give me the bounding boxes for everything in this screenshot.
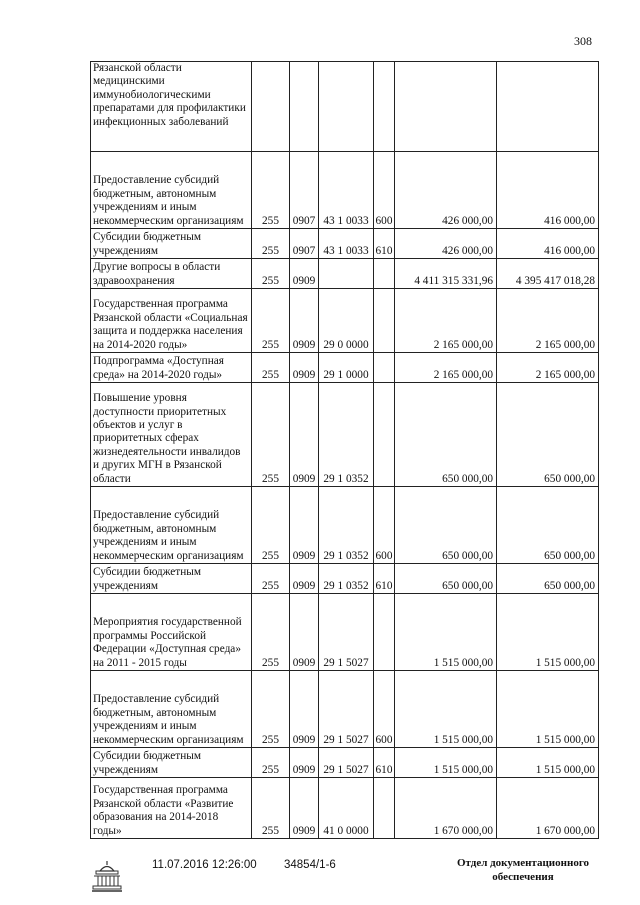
table-row bbox=[91, 748, 599, 778]
row-name-text: Повышение уровня доступности приоритетных объектов и услуг в приоритетных сферах жизнедеятельности инвалидов и других МГН в Рязанской области bbox=[93, 392, 241, 485]
row-expense-type-cell: 610 bbox=[374, 748, 395, 778]
duma-building-emblem-icon bbox=[90, 858, 124, 894]
row-plan-amount-cell: 426 000,00 bbox=[395, 229, 497, 259]
row-section-cell: 0909 bbox=[290, 289, 319, 353]
row-name-text: Субсидии бюджетным учреждениям bbox=[93, 750, 201, 776]
row-plan-amount-cell: 1 515 000,00 bbox=[395, 594, 497, 671]
row-plan-amount-cell: 1 515 000,00 bbox=[395, 671, 497, 748]
row-name-text: Государственная программа Рязанской области «Развитие образования на 2014-2018 годы» bbox=[93, 784, 234, 837]
footer-department-line-2: обеспечения bbox=[492, 871, 554, 883]
row-target-code-cell bbox=[319, 62, 374, 152]
row-actual-amount-cell: 1 670 000,00 bbox=[497, 778, 599, 839]
row-name-cell bbox=[91, 353, 252, 383]
row-code-cell: 255 bbox=[252, 594, 290, 671]
row-expense-type-cell: 600 bbox=[374, 487, 395, 564]
row-target-code-cell: 29 1 0352 bbox=[319, 487, 374, 564]
row-section-cell bbox=[290, 62, 319, 152]
row-section-cell: 0909 bbox=[290, 594, 319, 671]
table-row bbox=[91, 564, 599, 594]
row-expense-type-cell bbox=[374, 778, 395, 839]
table-row bbox=[91, 671, 599, 748]
row-name-cell bbox=[91, 748, 252, 778]
row-target-code-cell: 29 1 5027 bbox=[319, 671, 374, 748]
budget-table bbox=[90, 61, 599, 839]
row-name-cell bbox=[91, 594, 252, 671]
row-name-cell bbox=[91, 152, 252, 229]
table-row bbox=[91, 487, 599, 564]
page-number: 308 bbox=[574, 34, 592, 48]
row-name-text: Подпрограмма «Доступная среда» на 2014-2020 годы» bbox=[93, 355, 224, 381]
row-target-code-cell: 29 1 0352 bbox=[319, 383, 374, 487]
row-name-cell bbox=[91, 383, 252, 487]
row-expense-type-cell bbox=[374, 259, 395, 289]
row-name-cell bbox=[91, 487, 252, 564]
row-actual-amount-cell: 416 000,00 bbox=[497, 229, 599, 259]
row-name-cell bbox=[91, 229, 252, 259]
row-section-cell: 0909 bbox=[290, 778, 319, 839]
row-actual-amount-cell: 1 515 000,00 bbox=[497, 671, 599, 748]
row-name-cell bbox=[91, 62, 252, 152]
row-name-text: Субсидии бюджетным учреждениям bbox=[93, 566, 201, 592]
row-code-cell: 255 bbox=[252, 353, 290, 383]
row-plan-amount-cell: 1 670 000,00 bbox=[395, 778, 497, 839]
row-name-text: Предоставление субсидий бюджетным, автономным учреждениям и иным некоммерческим организациям bbox=[93, 174, 244, 227]
row-code-cell: 255 bbox=[252, 383, 290, 487]
table-row bbox=[91, 778, 599, 839]
table-row bbox=[91, 152, 599, 229]
row-target-code-cell: 29 1 5027 bbox=[319, 594, 374, 671]
row-name-text: Другие вопросы в области здравоохранения bbox=[93, 261, 221, 287]
row-actual-amount-cell: 2 165 000,00 bbox=[497, 353, 599, 383]
row-plan-amount-cell: 650 000,00 bbox=[395, 383, 497, 487]
row-name-text: Государственная программа Рязанской области «Социальная защита и поддержка населения на 2014-2020 годы» bbox=[93, 298, 248, 351]
row-expense-type-cell bbox=[374, 353, 395, 383]
table-row bbox=[91, 353, 599, 383]
row-target-code-cell: 29 1 0000 bbox=[319, 353, 374, 383]
footer-timestamp: 11.07.2016 12:26:00 bbox=[152, 859, 257, 871]
row-plan-amount-cell: 426 000,00 bbox=[395, 152, 497, 229]
row-code-cell: 255 bbox=[252, 564, 290, 594]
row-section-cell: 0907 bbox=[290, 152, 319, 229]
footer-department bbox=[448, 856, 598, 884]
row-code-cell: 255 bbox=[252, 748, 290, 778]
row-section-cell: 0909 bbox=[290, 353, 319, 383]
row-plan-amount-cell: 650 000,00 bbox=[395, 487, 497, 564]
row-name-text: Предоставление субсидий бюджетным, автономным учреждениям и иным некоммерческим организациям bbox=[93, 509, 244, 562]
row-section-cell: 0909 bbox=[290, 671, 319, 748]
row-expense-type-cell: 610 bbox=[374, 229, 395, 259]
row-section-cell: 0909 bbox=[290, 564, 319, 594]
row-name-cell bbox=[91, 289, 252, 353]
row-expense-type-cell: 600 bbox=[374, 671, 395, 748]
footer-department-line-1: Отдел документационного bbox=[456, 857, 590, 869]
row-code-cell: 255 bbox=[252, 778, 290, 839]
row-code-cell: 255 bbox=[252, 671, 290, 748]
row-actual-amount-cell: 416 000,00 bbox=[497, 152, 599, 229]
row-name-text: Рязанской области медицинскими иммунобиологическими препаратами для профилактики инфекционных заболеваний bbox=[93, 62, 246, 128]
row-name-cell bbox=[91, 778, 252, 839]
row-target-code-cell: 29 1 5027 bbox=[319, 748, 374, 778]
row-code-cell: 255 bbox=[252, 289, 290, 353]
row-target-code-cell: 29 0 0000 bbox=[319, 289, 374, 353]
row-actual-amount-cell: 650 000,00 bbox=[497, 564, 599, 594]
page-footer bbox=[0, 850, 640, 900]
table-row bbox=[91, 383, 599, 487]
row-target-code-cell: 43 1 0033 bbox=[319, 152, 374, 229]
footer-document-number: 34854/1-6 bbox=[284, 859, 336, 871]
row-expense-type-cell bbox=[374, 383, 395, 487]
row-name-text: Мероприятия государственной программы Российской Федерации «Доступная среда» на 2011 - 2015 годы bbox=[93, 616, 242, 669]
row-code-cell: 255 bbox=[252, 259, 290, 289]
row-plan-amount-cell: 1 515 000,00 bbox=[395, 748, 497, 778]
row-plan-amount-cell: 4 411 315 331,96 bbox=[395, 259, 497, 289]
row-code-cell bbox=[252, 62, 290, 152]
row-actual-amount-cell: 2 165 000,00 bbox=[497, 289, 599, 353]
row-section-cell: 0909 bbox=[290, 487, 319, 564]
row-plan-amount-cell: 650 000,00 bbox=[395, 564, 497, 594]
row-target-code-cell: 43 1 0033 bbox=[319, 229, 374, 259]
table-row bbox=[91, 259, 599, 289]
table-row bbox=[91, 289, 599, 353]
table-row bbox=[91, 594, 599, 671]
row-actual-amount-cell bbox=[497, 62, 599, 152]
row-name-cell bbox=[91, 259, 252, 289]
row-name-cell bbox=[91, 671, 252, 748]
row-target-code-cell: 41 0 0000 bbox=[319, 778, 374, 839]
row-section-cell: 0909 bbox=[290, 259, 319, 289]
row-code-cell: 255 bbox=[252, 487, 290, 564]
row-name-text: Субсидии бюджетным учреждениям bbox=[93, 231, 201, 257]
row-target-code-cell: 29 1 0352 bbox=[319, 564, 374, 594]
row-section-cell: 0907 bbox=[290, 229, 319, 259]
row-code-cell: 255 bbox=[252, 152, 290, 229]
row-actual-amount-cell: 650 000,00 bbox=[497, 383, 599, 487]
row-actual-amount-cell: 4 395 417 018,28 bbox=[497, 259, 599, 289]
row-name-cell bbox=[91, 564, 252, 594]
row-section-cell: 0909 bbox=[290, 383, 319, 487]
row-expense-type-cell bbox=[374, 594, 395, 671]
row-actual-amount-cell: 1 515 000,00 bbox=[497, 594, 599, 671]
row-section-cell: 0909 bbox=[290, 748, 319, 778]
row-actual-amount-cell: 1 515 000,00 bbox=[497, 748, 599, 778]
table-row bbox=[91, 229, 599, 259]
row-plan-amount-cell: 2 165 000,00 bbox=[395, 353, 497, 383]
row-expense-type-cell bbox=[374, 62, 395, 152]
row-code-cell: 255 bbox=[252, 229, 290, 259]
row-expense-type-cell: 600 bbox=[374, 152, 395, 229]
table-row bbox=[91, 62, 599, 152]
row-actual-amount-cell: 650 000,00 bbox=[497, 487, 599, 564]
row-plan-amount-cell bbox=[395, 62, 497, 152]
row-expense-type-cell bbox=[374, 289, 395, 353]
row-name-text: Предоставление субсидий бюджетным, автономным учреждениям и иным некоммерческим организациям bbox=[93, 693, 244, 746]
row-plan-amount-cell: 2 165 000,00 bbox=[395, 289, 497, 353]
row-target-code-cell bbox=[319, 259, 374, 289]
row-expense-type-cell: 610 bbox=[374, 564, 395, 594]
